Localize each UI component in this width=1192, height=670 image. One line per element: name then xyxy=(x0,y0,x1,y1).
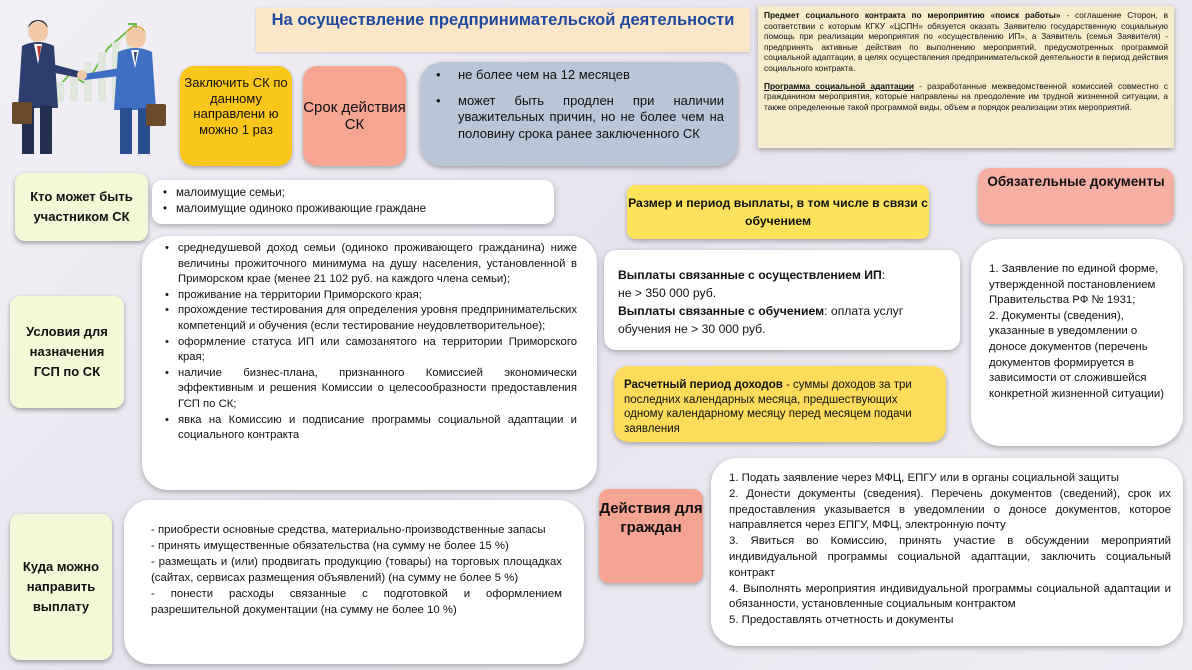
list-item: • проживание на территории Приморского края; xyxy=(164,288,577,304)
subject-definition-term: Предмет социального контракта по мероприятию «поиск работы» xyxy=(764,10,1061,20)
documents-list-box xyxy=(971,239,1183,446)
list-item: • оформление статуса ИП или самозанятого на территории Приморского края; xyxy=(164,335,577,366)
list-item: • прохождение тестирования для определения уровня предпринимательских компетенций и обучения (если тестирование неудовлетворительное); xyxy=(164,303,577,334)
list-item: 1. Подать заявление через МФЦ, ЕПГУ или в органы социальной защиты xyxy=(729,472,1119,484)
conditions-label: Условия для назначения ГСП по СК xyxy=(10,296,124,408)
edu-payment-label: Выплаты связанные с обучением xyxy=(618,304,825,318)
list-item: • среднедушевой доход семьи (одиноко проживающего гражданина) ниже величины прожиточного минимума на душу населения, установленной в Приморском крае (менее 21 102 руб. на каждого члена семьи); xyxy=(164,241,577,288)
subject-definition-text: - соглашение Сторон, в соответствии с которым КГКУ «ЦСПН» обязуется оказать Заявителю государственную социальную помощь при реализации мероприятия по «осуществлению ИП», а Заявитель (семья Заявителя) - предпринять активные действия по выполнению мероприятий, предусмотренных программой социальной адаптации, в целях осуществления предпринимательской деятельности в период действия социального контракта. xyxy=(764,10,1168,73)
list-item: - размещать и (или) продвигать продукцию (товары) на торговых площадках (сайтах, сервисах размещения объявлений) (на сумму не более 5 %) xyxy=(151,556,562,584)
list-item: • малоимущие семьи; xyxy=(162,185,544,201)
list-item: - понести расходы связанные с подготовкой и оформлением разрешительной документации (на сумму не более 10 %) xyxy=(151,588,562,616)
actions-label: Действия для граждан xyxy=(599,489,703,583)
edu-payment xyxy=(618,302,948,338)
list-item: • наличие бизнес-плана, признанного Комиссией экономически эффективным и решения Комиссии о целесообразности предоставления ГСП по СК; xyxy=(164,366,577,413)
ip-payment: Выплаты связанные с осуществлением ИП: xyxy=(618,268,886,282)
actions-list-box xyxy=(711,458,1183,646)
list-item: 2. Документы (сведения), указанные в уведомлении о доносе документов (перечень документов формируется в зависимости от сложившейся конкретной жизненной ситуации) xyxy=(989,309,1165,400)
ip-payment-value: не > 350 000 руб. xyxy=(618,286,717,300)
who-list-box xyxy=(152,180,554,224)
list-item: • не более чем на 12 месяцев xyxy=(432,67,724,84)
conditions-list-box xyxy=(142,236,597,490)
contract-definition-box xyxy=(758,6,1174,148)
term-label: Срок действия СК xyxy=(303,66,406,166)
payment-amounts-box xyxy=(604,250,960,350)
payment-header: Размер и период выплаты, в том числе в связи с обучением xyxy=(627,185,929,239)
adaptation-program-definition xyxy=(764,81,1168,113)
calc-period-box xyxy=(614,366,946,442)
list-item: 4. Выполнять мероприятия индивидуальной программы социальной адаптации и обязанности, установленные социальным контрактом xyxy=(729,582,1171,611)
list-item: 2. Донести документы (сведения). Перечень документов (сведений), срок их предоставления указывается в уведомлении о доносе документов, которое направляется через ЕПГУ, МФЦ, электронную почту xyxy=(729,487,1171,532)
subject-definition xyxy=(764,10,1168,74)
term-conditions-box xyxy=(420,62,738,166)
list-item: • может быть продлен при наличии уважительных причин, но не более чем на половину срока ранее заключенного СК xyxy=(432,93,724,143)
adaptation-program-text: - разработанные межведомственной комиссией совместно с гражданином мероприятия, которые направлены на преодоление им трудной жизненной ситуации, а также определенные такой программой виды, объем и порядок реализации этих мероприятий. xyxy=(764,80,1168,112)
page-title: На осуществление предпринимательской деятельности xyxy=(256,8,750,52)
list-item: • малоимущие одиноко проживающие граждане xyxy=(162,201,544,217)
list-item: 5. Предоставлять отчетность и документы xyxy=(729,614,954,627)
list-item: - принять имущественные обязательства (на сумму не более 15 %) xyxy=(151,540,509,552)
list-item: 3. Явиться во Комиссию, принять участие в обсуждении мероприятий индивидуальной программы социальной адаптации, заключить социальный контракт xyxy=(729,535,1171,579)
who-label: Кто может быть участником СК xyxy=(15,173,148,241)
list-item: - приобрести основные средства, материально-производственные запасы xyxy=(151,524,546,536)
list-item: 1. Заявление по единой форме, утвержденной постановлением Правительства РФ № 1931; xyxy=(989,263,1159,307)
where-list-box xyxy=(124,500,584,664)
handshake-illustration-icon xyxy=(8,4,168,164)
documents-label: Обязательные документы xyxy=(978,168,1174,224)
calc-period-text: - суммы доходов за три последних календарных месяца, предшествующих одному календарному месяцу перед месяцем подачи заявления xyxy=(624,379,912,435)
list-item: • явка на Комиссию и подписание программы социальной адаптации и социального контракта xyxy=(164,413,577,444)
adaptation-program-term: Программа социальной адаптации xyxy=(764,80,914,91)
calc-period-term: Расчетный период доходов xyxy=(624,379,783,391)
conclude-once-note: Заключить СК по данному направлени ю можно 1 раз xyxy=(180,66,292,166)
ip-payment-label: Выплаты связанные с осуществлением ИП xyxy=(618,268,882,282)
where-label: Куда можно направить выплату xyxy=(10,514,112,660)
edu-payment-value: : оплата услуг обучения не > 30 000 руб. xyxy=(618,304,904,336)
